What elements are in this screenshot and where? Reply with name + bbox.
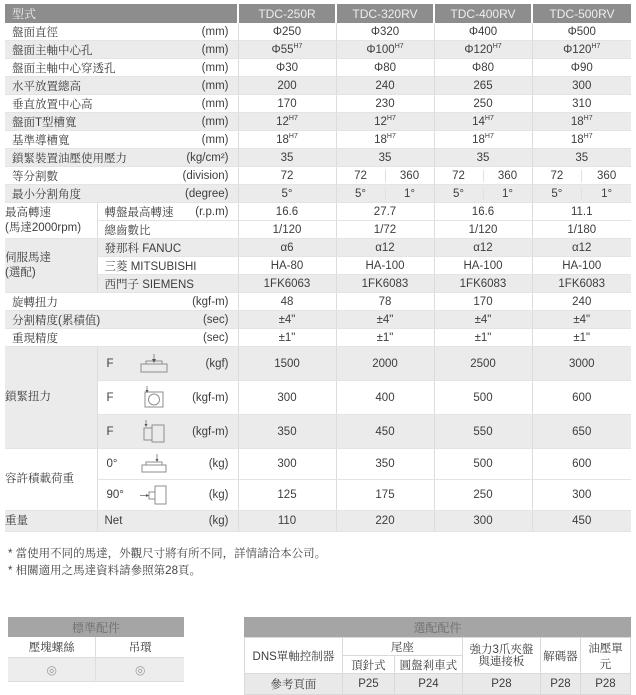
spec-table [5,4,631,532]
row-clamp-force-3 [5,415,631,449]
spec-value: $\Phi 120^{H7}$ [434,41,532,59]
spec-value: 5° [238,185,336,203]
accessory-hydraulic-unit: 油壓單元 [580,638,630,674]
row-vertical-center-height [5,95,631,113]
spec-value: 5° 1° [336,185,434,203]
spec-value: 72 360 [532,167,631,185]
spec-value: 650 [532,415,631,449]
spec-value: 300 [238,381,336,415]
spec-value: 125 [238,480,336,511]
row-label: 水平放置總高 [12,80,81,93]
optional-accessories-table [244,617,631,695]
load-vertical-icon [137,482,171,508]
spec-value: ±1" [434,329,532,347]
spec-value: 1FK6083 [336,275,434,293]
spec-value: 220 [336,511,434,532]
sub-label: 0° [106,458,118,470]
spec-value: 5° 1° [434,185,532,203]
accessory-decoder: 解碼器 [540,638,580,674]
spec-value: α12 [532,239,631,257]
spec-value: 500 [434,449,532,480]
spec-value: 2000 [336,347,434,381]
row-unit: (kgf-m) [192,391,229,404]
included-mark: ◎ [8,658,96,682]
tailstock-type: 圓盤剎車式 [394,656,462,674]
row-unit: (degree) [185,187,229,200]
row-unit: (kg) [208,489,229,501]
row-horizontal-height [5,77,631,95]
row-load-horizontal [5,449,631,480]
spec-value: 550 [434,415,532,449]
row-label: 旋轉扭力 [12,296,58,309]
tailstock-type: 頂針式 [342,656,394,674]
spec-value: 35 [336,149,434,167]
row-label: 垂直放置中心高 [12,98,93,111]
reference-page: P25 [342,674,394,695]
spec-value: Φ400 [434,23,532,41]
spec-value: Φ320 [336,23,434,41]
accessory-tables [5,617,631,695]
row-guide-slot-width [5,131,631,149]
accessory-chuck: 強力3爪夾盤 與連接板 [462,638,540,674]
row-unit: (mm) [201,25,229,38]
included-mark: ◎ [96,658,184,682]
spec-value: Φ500 [532,23,631,41]
spec-value: ±4" [532,311,631,329]
row-clamp-force-1 [5,347,631,381]
spec-value: 110 [238,511,336,532]
spec-value: 27.7 [336,203,434,221]
sub-label: 總齒數比 [104,224,151,237]
spec-value: Φ80 [434,59,532,77]
spec-value: 48 [238,293,336,311]
row-label: 盤面T型槽寬 [12,116,77,129]
row-servo-mitsubishi [5,257,631,275]
reference-page-label: 參考頁面 [244,674,342,695]
row-unit: (r.p.m) [195,205,229,218]
spec-value: 200 [238,77,336,95]
model-name: TDC-320RV [336,4,434,23]
sub-label: F [106,425,114,438]
row-unit: (mm) [201,61,229,74]
spec-value: 170 [434,293,532,311]
spec-value: 240 [532,293,631,311]
sub-label: 西門子 SIEMENS [104,278,194,291]
spec-value: 240 [336,77,434,95]
row-unit: (sec) [202,313,229,326]
row-label: 等分割數 [12,170,58,183]
row-unit: (kgf) [205,357,229,370]
spec-value: $18^{H7}$ [532,131,631,149]
accessory-label: 壓塊螺絲 [8,637,96,658]
sub-label: F [106,357,114,370]
spec-value: 1FK6083 [434,275,532,293]
spec-value: 35 [238,149,336,167]
group-label-max-speed: 最高轉速 (馬達2000rpm) [5,203,97,239]
spec-value: 78 [336,293,434,311]
row-unit: (kgf-m) [192,425,229,438]
group-label-servo-motor: 伺服馬達 (選配) [5,239,97,293]
spec-value: $\Phi 100^{H7}$ [336,41,434,59]
spec-value: 250 [434,480,532,511]
footnotes [8,546,631,580]
spec-value: 350 [238,415,336,449]
row-unit: (mm) [201,115,229,128]
row-label: 最小分割角度 [12,188,81,201]
spec-value: α6 [238,239,336,257]
header-row [5,4,631,23]
row-unit: (mm) [201,97,229,110]
row-label: 重現精度 [12,332,58,345]
spec-value: $18^{H7}$ [434,131,532,149]
row-unit: (kgf-m) [192,295,229,308]
row-label: 盤面直徑 [12,26,58,39]
row-unit: (division) [182,169,229,182]
row-unit: (kg/cm²) [186,151,229,164]
spec-value: Φ250 [238,23,336,41]
row-gear-ratio [5,221,631,239]
spec-value: 230 [336,95,434,113]
row-weight [5,511,631,532]
spec-value: 72 360 [434,167,532,185]
row-center-hole [5,41,631,59]
spec-value: HA-80 [238,257,336,275]
clamp-horizontal-icon [137,351,171,377]
row-unit: (kg) [208,458,229,470]
spec-value: 1/120 [434,221,532,239]
sub-label: Net [104,515,123,527]
spec-value: Φ30 [238,59,336,77]
sub-label: 90° [106,489,124,501]
spec-value: 1FK6063 [238,275,336,293]
row-label: 鎖緊裝置油壓使用壓力 [12,152,127,165]
row-unit: (mm) [201,43,229,56]
model-name: TDC-400RV [434,4,532,23]
spec-value: 16.6 [238,203,336,221]
row-label: 盤面主軸中心穿透孔 [12,62,116,75]
spec-value: 170 [238,95,336,113]
spec-value: 500 [434,381,532,415]
footnote-line: * 當使用不同的馬達，外觀尺寸將有所不同，詳情請洽本公司。 [8,548,327,560]
spec-value: 1500 [238,347,336,381]
spec-value: ±4" [238,311,336,329]
spec-value: 72 [238,167,336,185]
spec-value: $18^{H7}$ [336,131,434,149]
row-t-slot-width [5,113,631,131]
row-label: 盤面主軸中心孔 [12,44,93,57]
footnote-line: * 相關適用之馬達資料請參照第28頁。 [8,565,201,577]
row-servo-siemens [5,275,631,293]
reference-page: P28 [462,674,540,695]
spec-value: 600 [532,381,631,415]
row-repeatability [5,329,631,347]
sub-label: 三菱 MITSUBISHI [104,260,197,273]
row-load-vertical [5,480,631,511]
reference-page: P28 [540,674,580,695]
spec-value: α12 [336,239,434,257]
spec-value: $12^{H7}$ [238,113,336,131]
spec-value: $\Phi 55^{H7}$ [238,41,336,59]
spec-value: 450 [336,415,434,449]
spec-value: ±4" [434,311,532,329]
clamp-vertical-front-icon [137,385,171,411]
spec-value: $\Phi 120^{H7}$ [532,41,631,59]
spec-value: 300 [238,449,336,480]
model-name: TDC-250R [238,4,336,23]
row-label: 基準導槽寬 [12,134,70,147]
spec-value: $18^{H7}$ [238,131,336,149]
row-rotary-torque [5,293,631,311]
spec-value: HA-100 [434,257,532,275]
spec-value: HA-100 [336,257,434,275]
sub-label: F [106,391,114,404]
spec-value: 2500 [434,347,532,381]
row-through-hole [5,59,631,77]
spec-value: 265 [434,77,532,95]
row-unit: (sec) [202,331,229,344]
spec-value: $18^{H7}$ [532,113,631,131]
spec-value: 250 [434,95,532,113]
reference-page: P24 [394,674,462,695]
spec-value: Φ80 [336,59,434,77]
spec-value: ±1" [238,329,336,347]
spec-value: 300 [532,480,631,511]
spec-value: 35 [434,149,532,167]
accessory-controller: DNS單軸控制器 [244,638,342,674]
sub-label: 發那科 FANUC [104,242,182,255]
row-index-accuracy [5,311,631,329]
row-label: 分割精度(累積值) [12,314,101,327]
spec-value: 1/120 [238,221,336,239]
row-unit: (mm) [201,79,229,92]
model-column-header: 型式 [5,4,238,23]
spec-value: 450 [532,511,631,532]
spec-value: $12^{H7}$ [336,113,434,131]
spec-value: 72 360 [336,167,434,185]
reference-page: P28 [580,674,630,695]
group-label-permissible-load: 容許積載荷重 [5,449,97,511]
spec-value: 175 [336,480,434,511]
spec-value: 16.6 [434,203,532,221]
spec-value: $14^{H7}$ [434,113,532,131]
spec-value: ±4" [336,311,434,329]
group-label-weight: 重量 [5,511,97,532]
standard-accessories-table [8,617,184,682]
standard-accessories-title: 標準配件 [8,617,184,637]
spec-value: 1FK6083 [532,275,631,293]
row-unit: (mm) [201,133,229,146]
spec-value: 300 [434,511,532,532]
spec-value: 1/72 [336,221,434,239]
row-unit: (kg) [208,515,229,527]
row-divisions [5,167,631,185]
spec-value: 300 [532,77,631,95]
spec-value: Φ90 [532,59,631,77]
spec-value: 400 [336,381,434,415]
optional-accessories-title: 選配配件 [244,617,630,638]
spec-value: ±1" [532,329,631,347]
row-clamp-force-2 [5,381,631,415]
spec-value: ±1" [336,329,434,347]
row-servo-fanuc [5,239,631,257]
spec-value: 35 [532,149,631,167]
row-min-angle [5,185,631,203]
spec-value: 310 [532,95,631,113]
spec-value: 600 [532,449,631,480]
spec-value: 350 [336,449,434,480]
model-name: TDC-500RV [532,4,631,23]
spec-value: 5° 1° [532,185,631,203]
accessory-label: 吊環 [96,637,184,658]
spec-value: HA-100 [532,257,631,275]
group-label-clamp-torque: 鎖緊扭力 [5,347,97,449]
spec-value: 3000 [532,347,631,381]
spec-value: 11.1 [532,203,631,221]
load-horizontal-icon [137,451,171,477]
row-diameter [5,23,631,41]
spec-value: α12 [434,239,532,257]
spec-value: 1/180 [532,221,631,239]
sub-label: 轉盤最高轉速 [104,206,174,219]
row-max-table-speed [5,203,631,221]
accessory-tailstock: 尾座 [342,638,462,656]
row-clamp-pressure [5,149,631,167]
clamp-vertical-side-icon [137,419,171,445]
